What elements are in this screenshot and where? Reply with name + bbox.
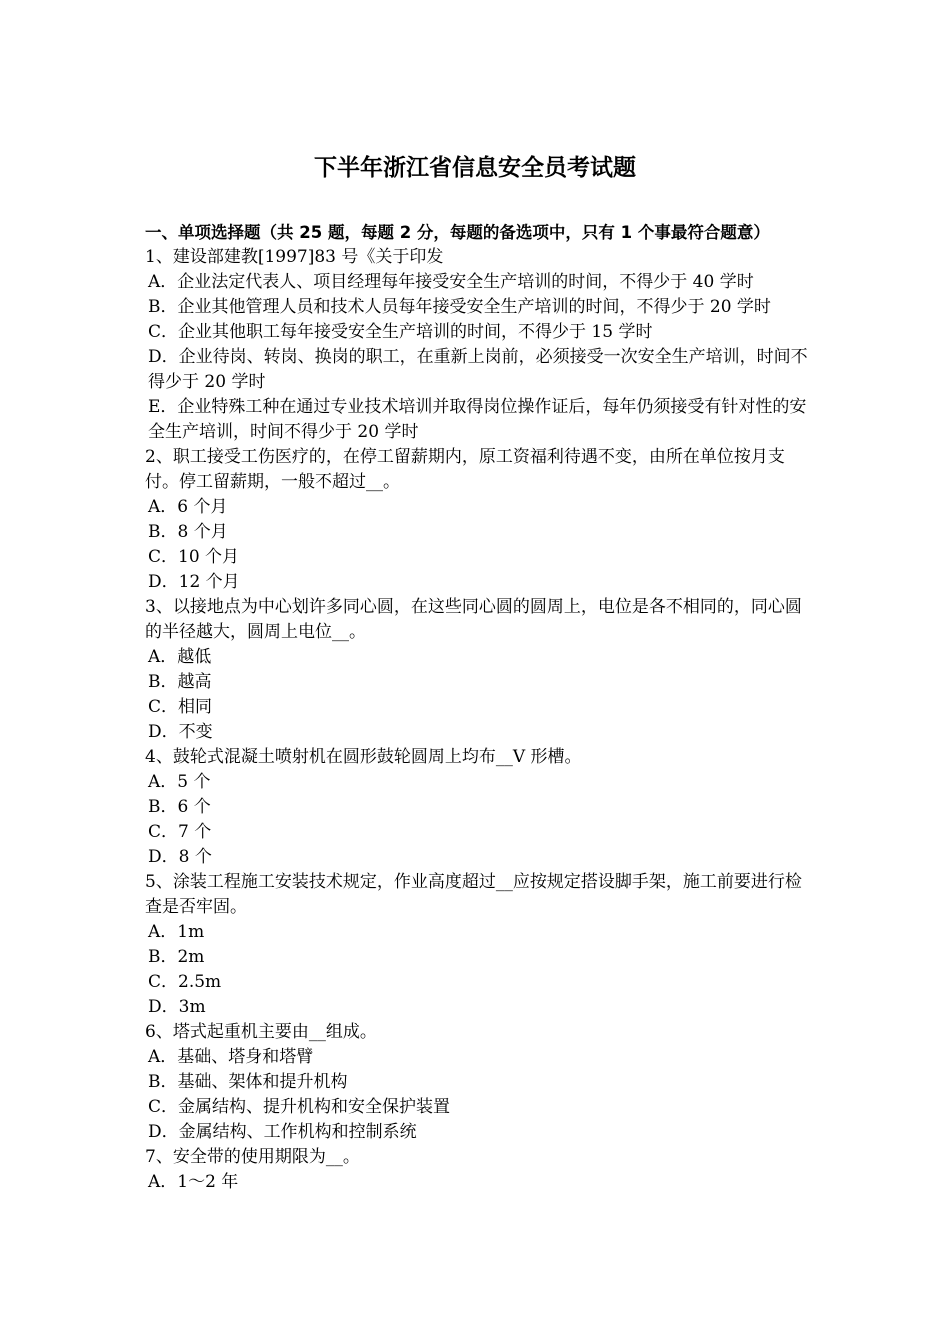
option-d: D．金属结构、工作机构和控制系统 [148, 1122, 417, 1142]
question-7 [145, 1145, 810, 1195]
section-heading: 一、单项选择题（共 25 题，每题 2 分，每题的备选项中，只有 1 个事最符合题意） [145, 223, 770, 242]
option-b: B．基础、架体和提升机构 [148, 1072, 348, 1092]
option-b: B．6 个 [148, 797, 211, 817]
document-body [145, 220, 810, 1195]
option-c: C．7 个 [148, 822, 212, 842]
option-d: D．12 个月 [148, 572, 240, 592]
question-stem: 7、安全带的使用期限为__。 [145, 1147, 360, 1167]
question-stem: 5、涂装工程施工安装技术规定，作业高度超过__应按规定搭设脚手架，施工前要进行检查是否牢固。 [145, 872, 802, 917]
option-c: C．企业其他职工每年接受安全生产培训的时间，不得少于 15 学时 [148, 322, 653, 342]
option-b: B．企业其他管理人员和技术人员每年接受安全生产培训的时间，不得少于 20 学时 [148, 297, 771, 317]
option-d: D．企业待岗、转岗、换岗的职工，在重新上岗前，必须接受一次安全生产培训，时间不得少于 20 学时 [148, 347, 808, 392]
question-5 [145, 870, 810, 1020]
option-b: B．越高 [148, 672, 212, 692]
question-6 [145, 1020, 810, 1145]
option-a: A．6 个月 [148, 497, 228, 517]
option-c: C．10 个月 [148, 547, 240, 567]
option-a: A．1m [148, 922, 205, 942]
option-a: A．企业法定代表人、项目经理每年接受安全生产培训的时间，不得少于 40 学时 [148, 272, 754, 292]
question-1 [145, 245, 810, 445]
option-d: D．不变 [148, 722, 213, 742]
option-c: C．金属结构、提升机构和安全保护装置 [148, 1097, 451, 1117]
option-d: D．8 个 [148, 847, 212, 867]
option-a: A．基础、塔身和塔臂 [148, 1047, 314, 1067]
question-2 [145, 445, 810, 595]
option-e: E．企业特殊工种在通过专业技术培训并取得岗位操作证后，每年仍须接受有针对性的安全生产培训，时间不得少于 20 学时 [148, 397, 807, 442]
question-4 [145, 745, 810, 870]
option-c: C．2.5m [148, 972, 222, 992]
option-d: D．3m [148, 997, 206, 1017]
question-stem: 2、职工接受工伤医疗的，在停工留薪期内，原工资福利待遇不变，由所在单位按月支付。停工留薪期，一般不超过__。 [145, 447, 785, 492]
option-a: A．越低 [148, 647, 212, 667]
option-a: A．1～2 年 [148, 1172, 239, 1192]
option-a: A．5 个 [148, 772, 211, 792]
question-stem: 4、鼓轮式混凝土喷射机在圆形鼓轮圆周上均布__V 形槽。 [145, 747, 582, 767]
option-b: B．2m [148, 947, 205, 967]
question-stem: 1、建设部建教[1997]83 号《关于印发 [145, 247, 444, 267]
question-stem: 3、以接地点为中心划许多同心圆，在这些同心圆的圆周上，电位是各不相同的，同心圆的半径越大，圆周上电位__。 [145, 597, 802, 642]
question-3 [145, 595, 810, 745]
option-b: B．8 个月 [148, 522, 228, 542]
question-stem: 6、塔式起重机主要由__组成。 [145, 1022, 377, 1042]
option-c: C．相同 [148, 697, 213, 717]
document-title: 下半年浙江省信息安全员考试题 [314, 155, 636, 181]
